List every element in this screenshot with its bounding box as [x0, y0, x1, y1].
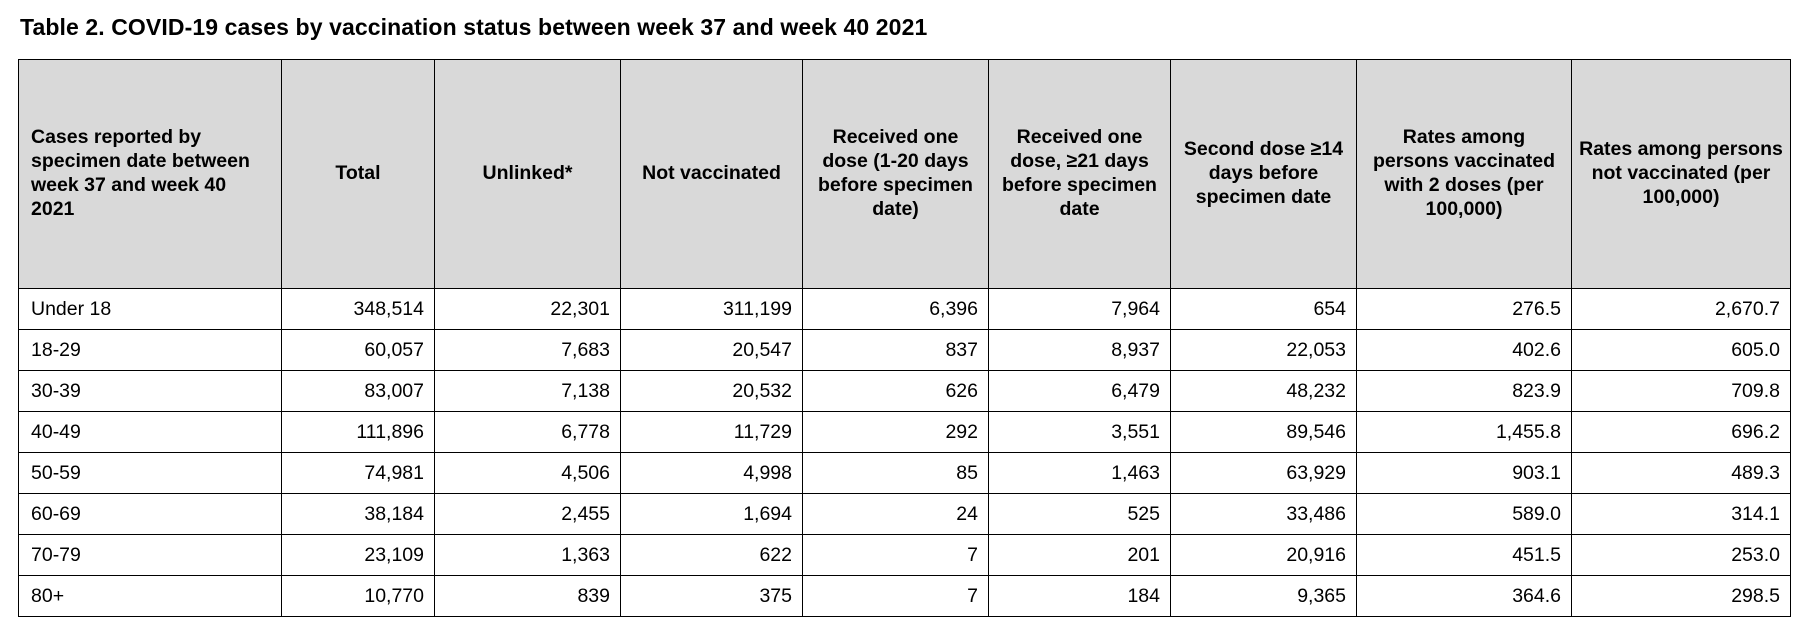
cell-rate-vaccinated: 823.9 — [1357, 371, 1572, 412]
cell-unlinked: 839 — [435, 576, 621, 617]
row-label: 70-79 — [19, 535, 282, 576]
cell-second-dose-14-days: 654 — [1171, 289, 1357, 330]
cell-total: 111,896 — [282, 412, 435, 453]
cell-rate-vaccinated: 589.0 — [1357, 494, 1572, 535]
cell-one-dose-21-days: 525 — [989, 494, 1171, 535]
table-row — [19, 576, 1791, 617]
cell-rate-not-vaccinated: 709.8 — [1572, 371, 1791, 412]
table-header-row — [19, 60, 1791, 289]
cell-one-dose-1-20-days: 7 — [803, 535, 989, 576]
row-label: 80+ — [19, 576, 282, 617]
row-label: Under 18 — [19, 289, 282, 330]
table-row — [19, 330, 1791, 371]
cell-one-dose-1-20-days: 7 — [803, 576, 989, 617]
cell-second-dose-14-days: 89,546 — [1171, 412, 1357, 453]
cell-unlinked: 1,363 — [435, 535, 621, 576]
cell-not-vaccinated: 20,532 — [621, 371, 803, 412]
cell-not-vaccinated: 4,998 — [621, 453, 803, 494]
cell-second-dose-14-days: 63,929 — [1171, 453, 1357, 494]
cell-one-dose-21-days: 201 — [989, 535, 1171, 576]
covid-cases-by-vaccination-status-table — [18, 59, 1791, 617]
cell-rate-not-vaccinated: 605.0 — [1572, 330, 1791, 371]
column-header-second-dose-14-days: Second dose ≥14 days before specimen date — [1171, 60, 1357, 289]
cell-one-dose-1-20-days: 85 — [803, 453, 989, 494]
column-header-cases-reported: Cases reported by specimen date between week 37 and week 40 2021 — [19, 60, 282, 289]
cell-one-dose-1-20-days: 24 — [803, 494, 989, 535]
table-body — [19, 289, 1791, 617]
cell-unlinked: 4,506 — [435, 453, 621, 494]
column-header-unlinked: Unlinked* — [435, 60, 621, 289]
row-label: 18-29 — [19, 330, 282, 371]
cell-total: 74,981 — [282, 453, 435, 494]
cell-unlinked: 7,138 — [435, 371, 621, 412]
cell-second-dose-14-days: 20,916 — [1171, 535, 1357, 576]
cell-one-dose-21-days: 7,964 — [989, 289, 1171, 330]
cell-unlinked: 22,301 — [435, 289, 621, 330]
cell-one-dose-21-days: 1,463 — [989, 453, 1171, 494]
cell-unlinked: 6,778 — [435, 412, 621, 453]
cell-total: 38,184 — [282, 494, 435, 535]
cell-rate-vaccinated: 1,455.8 — [1357, 412, 1572, 453]
cell-rate-not-vaccinated: 298.5 — [1572, 576, 1791, 617]
cell-not-vaccinated: 11,729 — [621, 412, 803, 453]
table-row — [19, 453, 1791, 494]
cell-total: 23,109 — [282, 535, 435, 576]
cell-unlinked: 2,455 — [435, 494, 621, 535]
cell-rate-vaccinated: 903.1 — [1357, 453, 1572, 494]
cell-one-dose-1-20-days: 837 — [803, 330, 989, 371]
row-label: 60-69 — [19, 494, 282, 535]
cell-one-dose-21-days: 6,479 — [989, 371, 1171, 412]
column-header-one-dose-21-days: Received one dose, ≥21 days before specimen date — [989, 60, 1171, 289]
cell-rate-not-vaccinated: 489.3 — [1572, 453, 1791, 494]
row-label: 50-59 — [19, 453, 282, 494]
cell-not-vaccinated: 622 — [621, 535, 803, 576]
cell-rate-vaccinated: 276.5 — [1357, 289, 1572, 330]
cell-rate-not-vaccinated: 314.1 — [1572, 494, 1791, 535]
cell-one-dose-1-20-days: 292 — [803, 412, 989, 453]
column-header-rates-not-vaccinated: Rates among persons not vaccinated (per 100,000) — [1572, 60, 1791, 289]
cell-rate-not-vaccinated: 696.2 — [1572, 412, 1791, 453]
table-title: Table 2. COVID-19 cases by vaccination status between week 37 and week 40 2021 — [20, 14, 928, 40]
column-header-not-vaccinated: Not vaccinated — [621, 60, 803, 289]
cell-total: 348,514 — [282, 289, 435, 330]
cell-rate-not-vaccinated: 253.0 — [1572, 535, 1791, 576]
cell-rate-not-vaccinated: 2,670.7 — [1572, 289, 1791, 330]
cell-second-dose-14-days: 22,053 — [1171, 330, 1357, 371]
column-header-total: Total — [282, 60, 435, 289]
cell-second-dose-14-days: 9,365 — [1171, 576, 1357, 617]
cell-total: 60,057 — [282, 330, 435, 371]
cell-rate-vaccinated: 364.6 — [1357, 576, 1572, 617]
table-row — [19, 494, 1791, 535]
cell-not-vaccinated: 1,694 — [621, 494, 803, 535]
row-label: 40-49 — [19, 412, 282, 453]
cell-not-vaccinated: 20,547 — [621, 330, 803, 371]
row-label: 30-39 — [19, 371, 282, 412]
column-header-one-dose-1-20-days: Received one dose (1-20 days before specimen date) — [803, 60, 989, 289]
table-row — [19, 289, 1791, 330]
cell-second-dose-14-days: 48,232 — [1171, 371, 1357, 412]
cell-not-vaccinated: 311,199 — [621, 289, 803, 330]
cell-not-vaccinated: 375 — [621, 576, 803, 617]
column-header-rates-vaccinated-2-doses: Rates among persons vaccinated with 2 doses (per 100,000) — [1357, 60, 1572, 289]
cell-rate-vaccinated: 402.6 — [1357, 330, 1572, 371]
cell-total: 10,770 — [282, 576, 435, 617]
table-row — [19, 371, 1791, 412]
cell-second-dose-14-days: 33,486 — [1171, 494, 1357, 535]
cell-one-dose-1-20-days: 626 — [803, 371, 989, 412]
cell-one-dose-21-days: 3,551 — [989, 412, 1171, 453]
cell-total: 83,007 — [282, 371, 435, 412]
table-header — [19, 60, 1791, 289]
cell-one-dose-21-days: 184 — [989, 576, 1171, 617]
cell-one-dose-21-days: 8,937 — [989, 330, 1171, 371]
cell-one-dose-1-20-days: 6,396 — [803, 289, 989, 330]
table-row — [19, 412, 1791, 453]
cell-unlinked: 7,683 — [435, 330, 621, 371]
cell-rate-vaccinated: 451.5 — [1357, 535, 1572, 576]
table-row — [19, 535, 1791, 576]
